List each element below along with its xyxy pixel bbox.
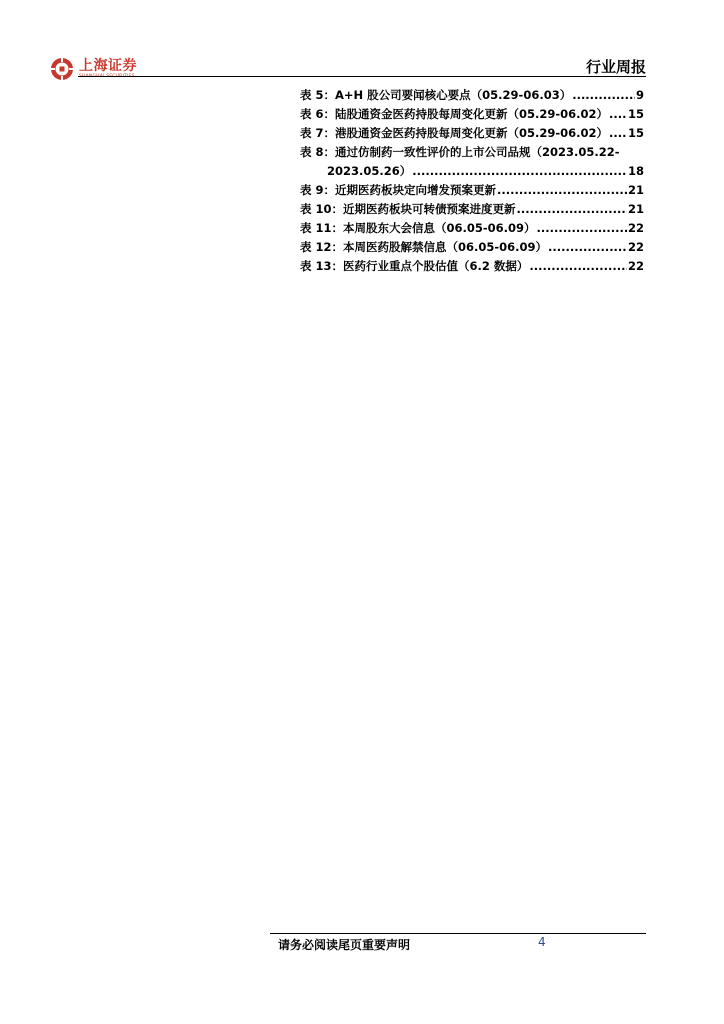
toc-dot-leader (548, 238, 627, 257)
table-of-contents (300, 86, 644, 276)
toc-entry[interactable] (300, 143, 644, 181)
toc-entry[interactable] (300, 200, 644, 219)
toc-dot-leader (412, 162, 627, 181)
toc-entry[interactable] (300, 105, 644, 124)
toc-dot-leader (609, 105, 627, 124)
toc-dot-leader (517, 200, 627, 219)
toc-entry-title: 表 9：近期医药板块定向增发预案更新 (300, 183, 497, 197)
toc-entry-title: 表 8：通过仿制药一致性评价的上市公司品规（2023.05.22- (300, 145, 620, 159)
toc-entry-title: 表 12：本周医药股解禁信息（06.05-06.09） (300, 240, 548, 254)
toc-entry[interactable] (300, 86, 644, 105)
page-number: 4 (538, 935, 546, 949)
toc-page-number: 9 (635, 88, 644, 102)
logo-english-name: SHANGHAI SECURITIES (79, 73, 135, 79)
footer-divider (270, 933, 646, 934)
toc-page-number: 15 (627, 107, 644, 121)
toc-entry-title: 表 10：近期医药板块可转债预案进度更新 (300, 202, 516, 216)
toc-page-number: 22 (627, 221, 644, 235)
toc-page-number: 15 (627, 126, 644, 140)
toc-page-number: 22 (627, 259, 644, 273)
toc-entry[interactable] (300, 124, 644, 143)
toc-entry-title-continuation: 2023.05.26） (327, 164, 412, 178)
report-type-title: 行业周报 (585, 58, 646, 76)
company-logo (50, 56, 137, 82)
toc-entry[interactable] (300, 238, 644, 257)
toc-entry-title: 表 13：医药行业重点个股估值（6.2 数据） (300, 259, 529, 273)
toc-dot-leader (529, 257, 627, 276)
toc-entry-title: 表 5：A+H 股公司要闻核心要点（05.29-06.03） (300, 88, 572, 102)
toc-entry[interactable] (300, 257, 644, 276)
toc-page-number: 21 (627, 183, 644, 197)
header-divider (78, 76, 646, 77)
toc-entry-title: 表 11：本周股东大会信息（06.05-06.09） (300, 221, 536, 235)
toc-page-number: 18 (627, 164, 644, 178)
toc-entry[interactable] (300, 181, 644, 200)
toc-entry[interactable] (300, 219, 644, 238)
toc-dot-leader (609, 124, 627, 143)
toc-page-number: 21 (627, 202, 644, 216)
logo-emblem-icon (50, 57, 74, 81)
toc-dot-leader (572, 86, 635, 105)
toc-dot-leader (497, 181, 627, 200)
toc-dot-leader (537, 219, 627, 238)
disclaimer-note: 请务必阅读尾页重要声明 (278, 938, 411, 952)
toc-page-number: 22 (627, 240, 644, 254)
toc-entry-title: 表 7：港股通资金医药持股每周变化更新（05.29-06.02） (300, 126, 609, 140)
logo-chinese-name: 上海证券 (79, 57, 137, 74)
toc-entry-title: 表 6：陆股通资金医药持股每周变化更新（05.29-06.02） (300, 107, 609, 121)
